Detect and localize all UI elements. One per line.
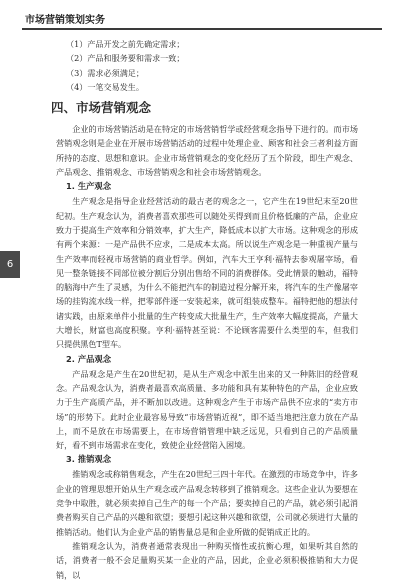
list-item: （4）一笔交易发生。 — [66, 81, 144, 92]
header-rule — [22, 28, 382, 30]
paragraph-product: 产品观念是产生在20世纪初，是从生产观念中派生出来的又一种陈旧的经营观念。产品观念认为，消费者最喜欢高质量、多功能和具有某种特色的产品，企业应致力于生产高质产品，并不断加以改进。这种观念产生于市场产品供不应求的“卖方市场”的形势下。此时企业最容易导致“市场营销近视”，即不适当地把注意力放在产品上，而不是放在市场需要上，在市场营销管理中缺乏远见，只看到自己的产品质量好，看不到市场需求在变化，致使企业经营陷入困境。 — [56, 368, 358, 451]
paragraph-production: 生产观念是指导企业经营活动的最古老的观念之一，它产生在19世纪末至20世纪初。生产观念认为，消费者喜欢那些可以随处买得到而且价格低廉的产品，企业应致力于提高生产效率和分销效率，扩大生产，降低成本以扩大市场。这种观念的形成有两个来源：一是产品供不应求，二是成本太高。所以说生产观念是一种重视产量与生产效率而轻视市场营销的商业哲学。例如，汽车大王亨利·福特去参观屠宰场，看见一整条链接不同部位被分割后分别出售给不同的消费群体。受此情景的触动，福特的脑海中产生了灵感，为什么不能把汽车的制造过程分解开来，将汽车的生产像屠宰场的挂钩流水线一样，把零部件逐一安装起来，就可组装成整车。福特把他的想法付诸实践，由原来单件小批量的生产转变成大批量生产，生产效率大幅度提高，产量大大增长，财富也高度积聚。亨利·福特甚至说：不论顾客需要什么类型的车，但我们只提供黑色T型车。 — [56, 196, 358, 350]
page-header — [0, 0, 400, 30]
paragraph-selling-1: 推销观念或称销售观念，产生在20世纪三四十年代。在激烈的市场竞争中，许多企业的管理思想开始从生产观念或产品观念转移到了推销观念。这些企业认为要想在竞争中取胜，就必须卖掉自己生产的每一个产品；要卖掉自己的产品，就必须引起消费者购买自己产品的兴趣和欲望；要想引起这种兴趣和欲望，公司就必须进行大量的推销活动。他们认为企业产品的销售量总是和企业所做的促销成正比的。 — [56, 469, 358, 537]
list-item: （1）产品开发之前先确定需求； — [66, 39, 185, 49]
list-item: （2）产品和服务要和需求一致； — [66, 53, 185, 64]
page-body — [51, 37, 358, 582]
subsection-heading-product: 2. 产品观念 — [66, 353, 112, 364]
running-title: 市场营销策划实务 — [25, 15, 105, 26]
section-intro: 企业的市场营销活动是在特定的市场营销哲学或经营观念指导下进行的。而市场营销观念则是企业在开展市场营销活动的过程中处理企业、顾客和社会三者利益方面所持的态度、思想和意识。企业市场营销观念的变化经历了五个阶段，即生产观念、产品观念、推销观念、市场营销观念和社会市场营销观念。 — [56, 124, 358, 178]
paragraph-selling-2: 推销观念认为，消费者通常表现出一种购买惰性或抗衡心理，如果听其自然的话，消费者一般不会足量购买某一企业的产品，因此，企业必须积极推销和大力促销，以 — [56, 540, 358, 580]
list-item: （3）需求必须满足； — [66, 67, 144, 78]
subsection-heading-production: 1. 生产观念 — [66, 181, 112, 192]
section-title: 四、市场营销观念 — [51, 100, 152, 116]
page-number-tab: 6 — [0, 251, 20, 278]
subsection-heading-selling: 3. 推销观念 — [66, 454, 112, 465]
